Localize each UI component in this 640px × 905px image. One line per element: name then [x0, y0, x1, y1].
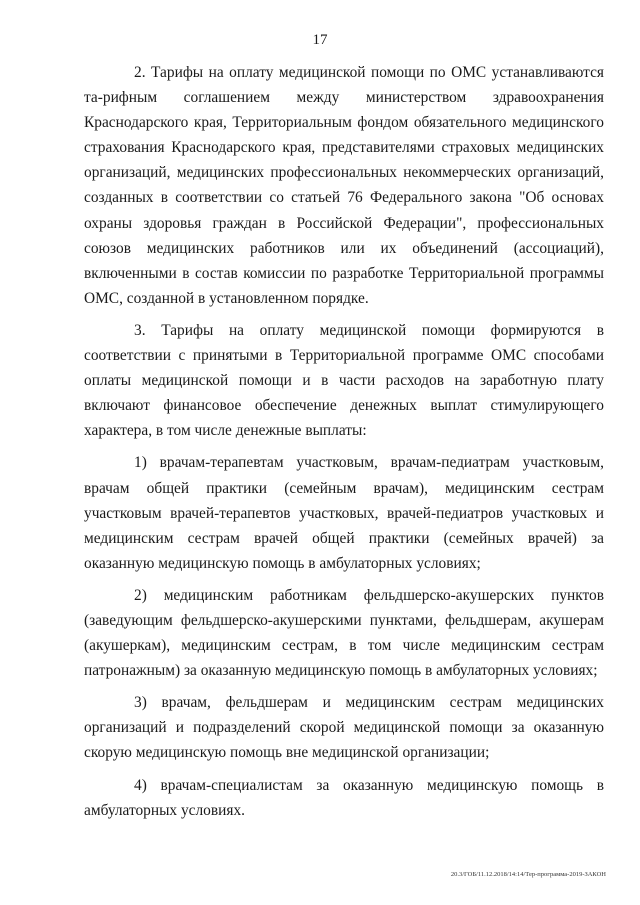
- list-item-feldsher-stations: 2) медицинским работникам фельдшерско-акушерских пунктов (заведующим фельдшерско-акушерскими пунктами, фельдшерам, акушерам (акушеркам), медицинским сестрам, в том числе медицинским сестрам патронажным) за оказанную медицинскую помощь в амбулаторных условиях;: [84, 586, 604, 680]
- list-item-district-doctors: 1) врачам-терапевтам участковым, врачам-педиатрам участковым, врачам общей практики (семейным врачам), медицинским сестрам участковым врачей-терапевтов участковых, врачей-педиатров участковых и медицинским сестрам врачей общей практики (семейных врачей) за оказанную медицинскую помощь в амбулаторных условиях;: [84, 454, 604, 572]
- document-body: [84, 60, 604, 830]
- page-number: 17: [312, 32, 328, 48]
- paragraph-tariff-agreement: 2. Тарифы на оплату медицинской помощи по ОМС устанавливаются та-рифным соглашением между министерством здравоохранения Краснодарского края, Территориальным фондом обязательного медицинского страхования Краснодарского края, представителями страховых медицинских организаций, медицинских профессиональных некоммерческих организаций, созданных в соответствии со статьей 76 Федерального закона "Об основах охраны здоровья граждан в Российской Федерации", профессиональных союзов медицинских работников или их объединений (ассоциаций), включенными в состав комиссии по разработке Территориальной программы ОМС, созданной в установленном порядке.: [84, 64, 604, 307]
- list-item-ambulance-staff: 3) врачам, фельдшерам и медицинским сестрам медицинских организаций и подразделений скорой медицинской помощи за оказанную скорую медицинскую помощь вне медицинской организации;: [84, 694, 604, 762]
- document-footer-code: 20.3/ГОБ/11.12.2018/14:14/Тер-программа-2019-ЗАКОН: [450, 871, 606, 878]
- list-item-specialists: 4) врачам-специалистам за оказанную медицинскую помощь в амбулаторных условиях.: [84, 776, 604, 819]
- paragraph-tariff-formation: 3. Тарифы на оплату медицинской помощи формируются в соответствии с принятыми в Территориальной программе ОМС способами оплаты медицинской помощи и в части расходов на заработную плату включают финансовое обеспечение денежных выплат стимулирующего характера, в том числе денежные выплаты:: [84, 321, 604, 440]
